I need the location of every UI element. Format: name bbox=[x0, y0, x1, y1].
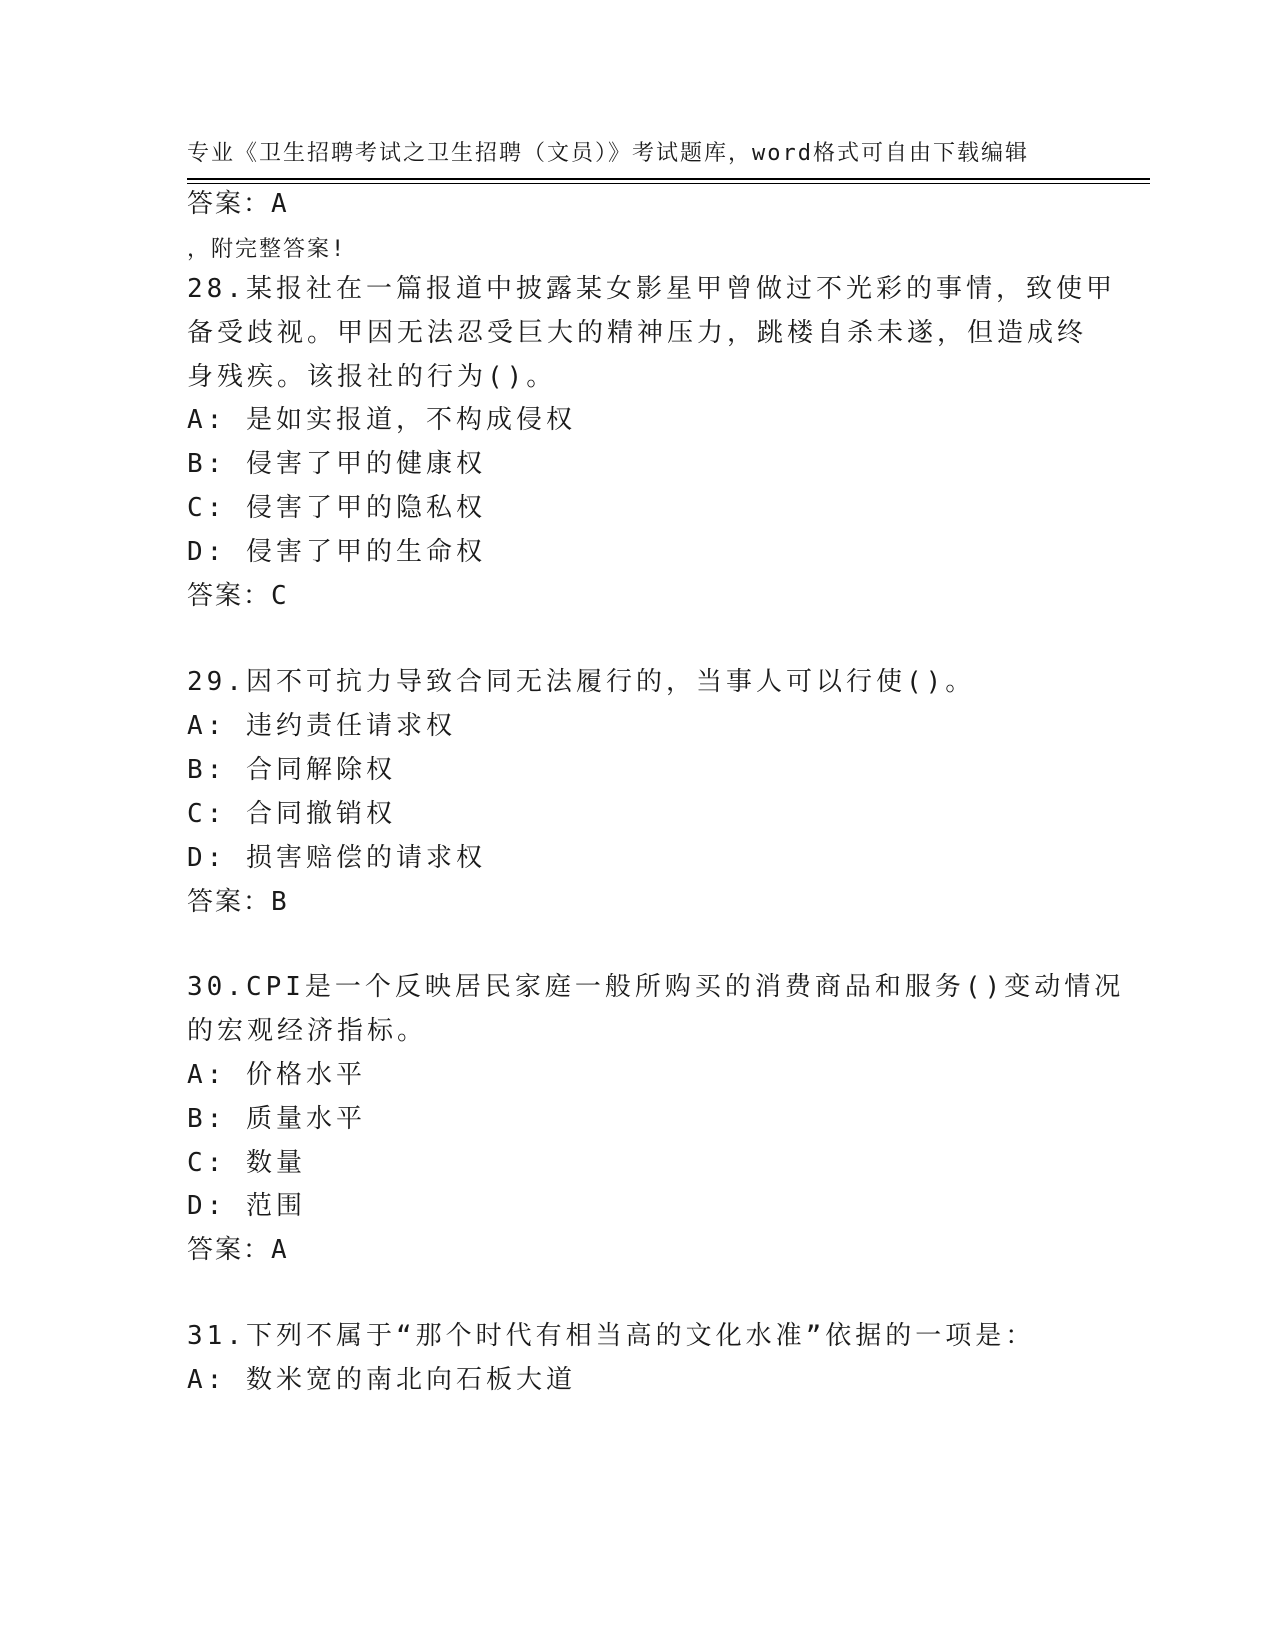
option-item: C: 合同撤销权 bbox=[187, 799, 396, 829]
answer-value: A bbox=[271, 1235, 289, 1265]
question-text-line: 28.某报社在一篇报道中披露某女影星甲曾做过不光彩的事情，致使甲 bbox=[187, 274, 1116, 304]
option-item: D: 范围 bbox=[187, 1191, 306, 1221]
question-text-line: 29.因不可抗力导致合同无法履行的，当事人可以行使()。 bbox=[187, 667, 976, 697]
question-text-line: 身残疾。该报社的行为()。 bbox=[187, 362, 557, 392]
answer-label: 答案： bbox=[187, 887, 272, 917]
option-item: A: 违约责任请求权 bbox=[187, 711, 456, 741]
answer-value: C bbox=[271, 581, 289, 611]
answer-line bbox=[187, 580, 289, 612]
option-item: B: 合同解除权 bbox=[187, 755, 396, 785]
answer-line bbox=[187, 188, 289, 220]
answer-label: 答案： bbox=[187, 1235, 272, 1265]
answer-line bbox=[187, 886, 289, 918]
header-line-2: ，附完整答案! bbox=[187, 237, 347, 262]
option-item: A: 数米宽的南北向石板大道 bbox=[187, 1365, 576, 1395]
option-item: A: 是如实报道，不构成侵权 bbox=[187, 405, 576, 435]
question-text-line: 30.CPI是一个反映居民家庭一般所购买的消费商品和服务()变动情况 bbox=[187, 972, 1125, 1002]
answer-value: A bbox=[271, 189, 289, 219]
option-item: B: 质量水平 bbox=[187, 1104, 366, 1134]
question-text-line: 备受歧视。甲因无法忍受巨大的精神压力，跳楼自杀未遂，但造成终 bbox=[187, 318, 1088, 348]
answer-value: B bbox=[271, 887, 289, 917]
option-item: C: 侵害了甲的隐私权 bbox=[187, 493, 486, 523]
option-item: D: 侵害了甲的生命权 bbox=[187, 537, 486, 567]
option-item: B: 侵害了甲的健康权 bbox=[187, 449, 486, 479]
answer-label: 答案： bbox=[187, 581, 272, 611]
header-divider-thick bbox=[187, 178, 1150, 180]
answer-label: 答案： bbox=[187, 189, 272, 219]
question-text-line: 的宏观经济指标。 bbox=[187, 1016, 428, 1046]
question-text-line: 31.下列不属于“那个时代有相当高的文化水准”依据的一项是： bbox=[187, 1321, 1036, 1351]
header-divider-thin bbox=[187, 183, 1150, 184]
answer-line bbox=[187, 1234, 289, 1266]
option-item: D: 损害赔偿的请求权 bbox=[187, 843, 486, 873]
option-item: A: 价格水平 bbox=[187, 1060, 366, 1090]
header-line-1: 专业《卫生招聘考试之卫生招聘（文员）》考试题库，word格式可自由下载编辑 bbox=[187, 141, 1029, 166]
option-item: C: 数量 bbox=[187, 1148, 306, 1178]
